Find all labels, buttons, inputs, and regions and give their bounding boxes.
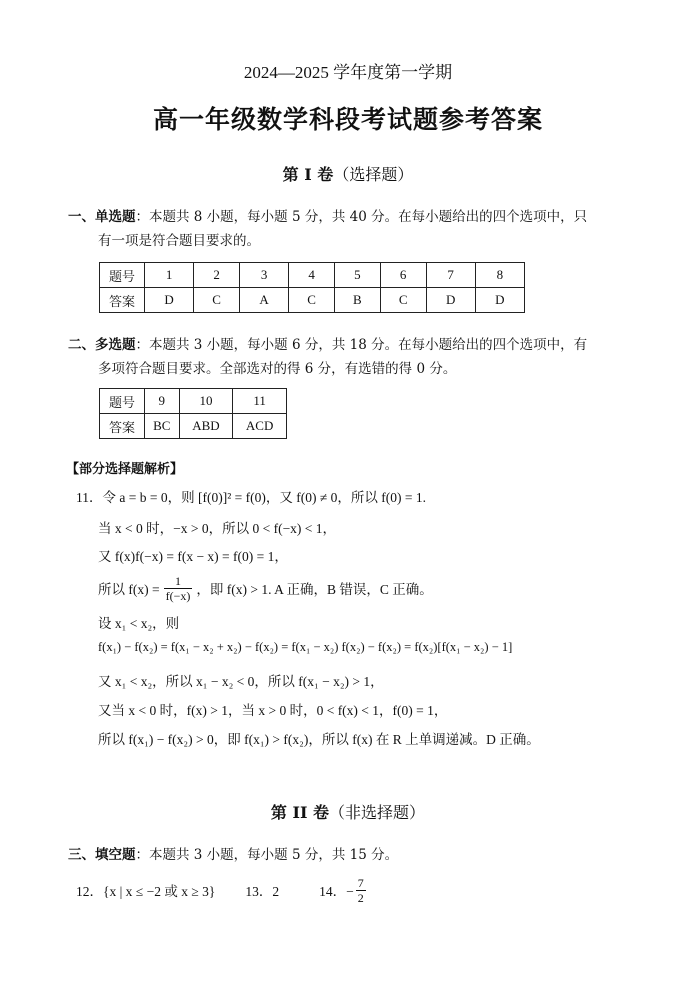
solution-line: 又 x₁ < x₂，所以 x₁ − x₂ < 0，所以 f(x₁ − x₂) > 1，	[98, 674, 384, 689]
section-1-desc-line2: 有一项是符合题目要求的。	[98, 233, 260, 249]
answer-14-prefix: 14．−	[319, 884, 354, 899]
table-row	[100, 263, 525, 288]
table-row	[100, 414, 287, 439]
answer-12: 12．{x | x ≤ −2 或 x ≥ 3}	[76, 884, 216, 899]
table-cell: 1	[145, 263, 194, 288]
solution-line: 又 f(x)f(−x) = f(x − x) = f(0) = 1，	[98, 549, 288, 564]
table-row	[100, 288, 525, 313]
solution-text: 所以 f(x) =	[98, 582, 160, 597]
table-cell: 8	[475, 263, 524, 288]
fraction	[356, 876, 366, 905]
table-cell: 答案	[100, 414, 145, 439]
table-cell: B	[334, 288, 380, 313]
section-1-desc	[68, 206, 587, 228]
section-2-desc	[68, 334, 587, 356]
solution-line: 11．令 a = b = 0，则 [f(0)]² = f(0)，又 f(0) ≠ 0，所以 f(0) = 1.	[76, 490, 426, 505]
fraction-denominator: f(−x)	[165, 588, 191, 603]
table-cell: 6	[380, 263, 426, 288]
section-3-label: 三、填空题	[68, 847, 136, 863]
table-cell: C	[194, 288, 240, 313]
table-cell: 11	[233, 389, 287, 414]
table-cell: 10	[179, 389, 233, 414]
table-cell: 2	[194, 263, 240, 288]
fraction	[164, 574, 193, 603]
fraction-numerator: 7	[357, 875, 364, 890]
fraction-denominator: 2	[357, 890, 364, 905]
school-year: 2024—2025 学年度第一学期	[243, 63, 453, 82]
solution-line: 又当 x < 0 时，f(x) > 1，当 x > 0 时，0 < f(x) < 1，f(0) = 1，	[98, 703, 448, 718]
solution-line: f(x₁) − f(x₂) = f(x₁ − x₂ + x₂) − f(x₂) = f(x₁ − x₂) f(x₂) − f(x₂) = f(x₂)[f(x₁ − x₂) − 1]	[98, 640, 513, 654]
table-cell: 4	[289, 263, 335, 288]
section-2-desc-line2: 多项符合题目要求。全部选对的得 6 分，有选错的得 0 分。	[98, 361, 457, 377]
volume-2-type: （非选择题）	[329, 803, 426, 822]
table-cell: 7	[426, 263, 475, 288]
section-1-label: 一、单选题	[68, 209, 136, 225]
table-cell: 答案	[100, 288, 145, 313]
table-cell: ABD	[179, 414, 233, 439]
table-cell: 5	[334, 263, 380, 288]
volume-1-type: （选择题）	[333, 165, 414, 184]
solution-line: 当 x < 0 时，−x > 0，所以 0 < f(−x) < 1，	[98, 521, 337, 536]
section-2-desc-line1: ：本题共 3 小题，每小题 6 分，共 18 分。在每小题给出的四个选项中，有	[135, 337, 588, 353]
answer-13: 13．2	[245, 884, 280, 899]
volume-2-name: 第 II 卷	[270, 803, 330, 822]
table-cell: A	[239, 288, 288, 313]
fill-in-answers	[76, 872, 366, 908]
table-row	[100, 389, 287, 414]
table-cell: ACD	[233, 414, 287, 439]
table-cell: 题号	[100, 263, 145, 288]
table-cell: BC	[145, 414, 180, 439]
solution-line-fraction	[98, 570, 433, 606]
analysis-heading: 【部分选择题解析】	[66, 462, 184, 477]
table-cell: 3	[239, 263, 288, 288]
table-cell: 9	[145, 389, 180, 414]
page-title: 高一年级数学科段考试题参考答案	[152, 105, 543, 134]
volume-2-heading	[0, 800, 696, 823]
solution-line: 设 x₁ < x₂，则	[98, 616, 180, 631]
table-cell: D	[426, 288, 475, 313]
solution-text: ，即 f(x) > 1. A 正确，B 错误，C 正确。	[196, 582, 433, 597]
table-cell: 题号	[100, 389, 145, 414]
solution-line: 所以 f(x₁) − f(x₂) > 0，即 f(x₁) > f(x₂)，所以 f(x) 在 R 上单调递减。D 正确。	[98, 732, 540, 747]
volume-1-heading	[0, 162, 696, 185]
fraction-numerator: 1	[164, 574, 193, 589]
volume-1-name: 第 I 卷	[282, 165, 334, 184]
table-cell: D	[475, 288, 524, 313]
table-cell: C	[289, 288, 335, 313]
table-cell: D	[145, 288, 194, 313]
single-choice-answer-table	[99, 262, 525, 313]
section-3-desc	[68, 844, 398, 866]
section-1-desc-line1: ：本题共 8 小题，每小题 5 分，共 40 分。在每小题给出的四个选项中，只	[135, 209, 588, 225]
section-2-label: 二、多选题	[68, 337, 136, 353]
section-3-desc-text: ：本题共 3 小题，每小题 5 分，共 15 分。	[135, 847, 399, 863]
table-cell: C	[380, 288, 426, 313]
multi-choice-answer-table	[99, 388, 287, 439]
